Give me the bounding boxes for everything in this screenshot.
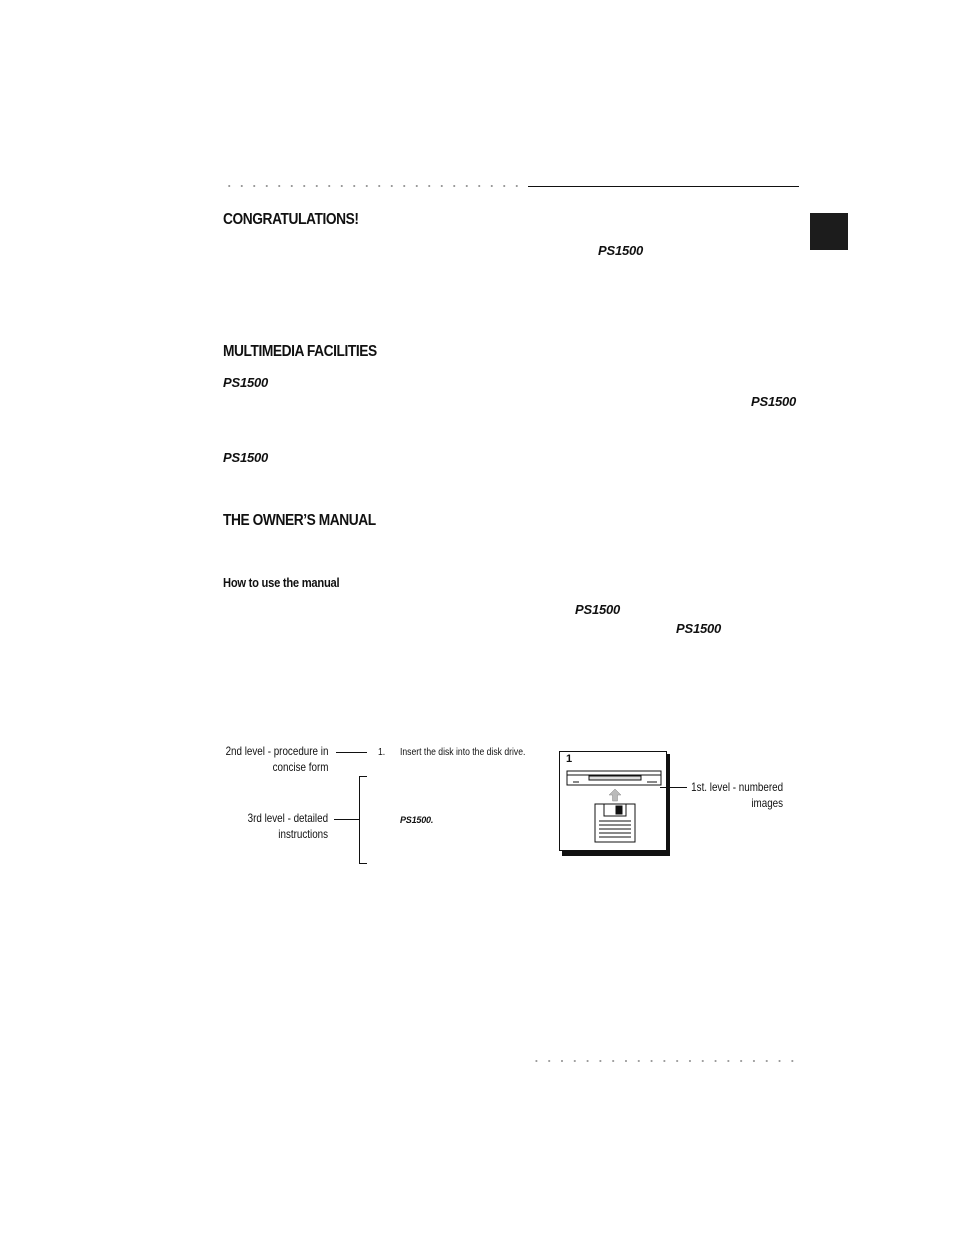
step-brand: PS1500. [400, 815, 434, 825]
brand-ps1500: PS1500 [223, 450, 269, 465]
brand-ps1500: PS1500 [575, 602, 621, 617]
level3-bracket-top [359, 776, 367, 777]
footer-dotted-rule [530, 1059, 800, 1063]
level2-connector [336, 752, 367, 753]
disk-drive-illustration [559, 751, 667, 851]
floppy-disk-icon [595, 804, 635, 842]
heading-congratulations: CONGRATULATIONS! [223, 211, 359, 228]
level1-label: 1st. level - numbered images [691, 780, 783, 810]
figure-number: 1 [566, 753, 573, 765]
brand-ps1500: PS1500 [223, 375, 269, 390]
level3-label: 3rd level - detailed instructions [247, 811, 328, 841]
disk-drive-icon [567, 771, 661, 785]
chapter-tab-marker [810, 213, 848, 250]
header-solid-rule [528, 186, 799, 187]
step-number: 1. [378, 746, 386, 758]
level1-connector [660, 787, 687, 788]
heading-multimedia-facilities: MULTIMEDIA FACILITIES [223, 343, 377, 360]
level2-label: 2nd level - procedure in concise form [225, 744, 328, 774]
step-text: Insert the disk into the disk drive. [400, 746, 526, 758]
brand-ps1500: PS1500 [751, 394, 797, 409]
header-dotted-rule [223, 184, 523, 188]
brand-ps1500: PS1500 [676, 621, 722, 636]
level3-bracket [359, 776, 360, 864]
heading-owners-manual: THE OWNER’S MANUAL [223, 512, 376, 529]
level3-connector [334, 819, 360, 820]
insert-arrow-icon [609, 789, 621, 801]
level3-bracket-bottom [359, 863, 367, 864]
brand-ps1500: PS1500 [598, 243, 644, 258]
subheading-how-to-use: How to use the manual [223, 575, 340, 590]
